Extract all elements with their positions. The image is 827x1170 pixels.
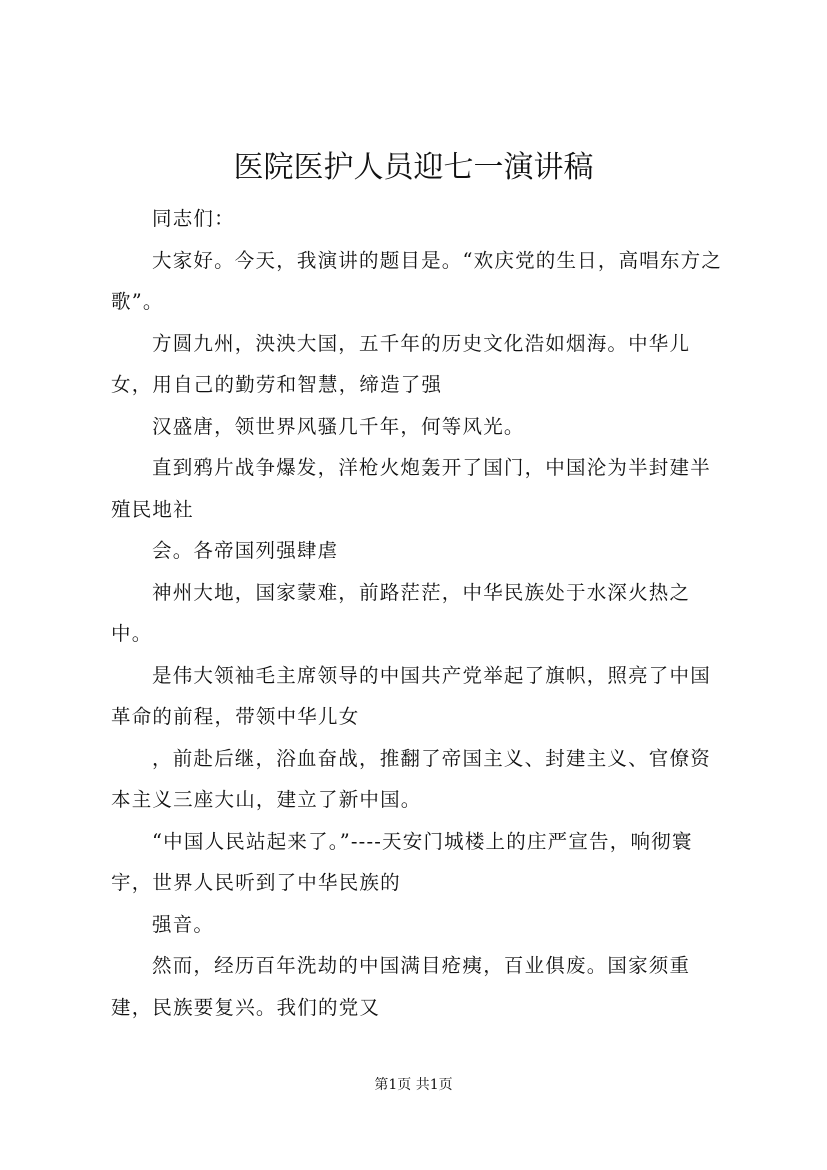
document-title: 医院医护人员迎七一演讲稿 <box>233 150 594 185</box>
paragraph: 汉盛唐，领世界风骚几千年，何等风光。 <box>152 414 525 438</box>
paragraph: 是伟大领袖毛主席领导的中国共产党举起了旗帜，照亮了中国革命的前程，带领中华儿女 <box>111 663 711 728</box>
paragraph-greeting: 同志们： <box>152 207 235 230</box>
paragraph: 然而，经历百年洗劫的中国满目疮痍，百业俱废。国家须重建，民族要复兴。我们的党又 <box>111 954 691 1019</box>
document-body <box>111 198 723 1028</box>
paragraph: 直到鸦片战争爆发，洋枪火炮轰开了国门，中国沦为半封建半殖民地社 <box>111 456 711 521</box>
paragraph: ，前赴后继，浴血奋战，推翻了帝国主义、封建主义、官僚资本主义三座大山，建立了新中国。 <box>111 746 711 811</box>
paragraph: 大家好。今天，我演讲的题目是。“欢庆党的生日，高唱东方之歌”。 <box>111 248 723 313</box>
paragraph: 强音。 <box>152 912 215 936</box>
page-footer: 第1页 共1页 <box>374 1077 453 1093</box>
paragraph: 方圆九州，泱泱大国，五千年的历史文化浩如烟海。中华儿女，用自己的勤劳和智慧，缔造了强 <box>111 331 691 396</box>
paragraph: 会。各帝国列强肆虐 <box>152 539 339 562</box>
paragraph: 神州大地，国家蒙难，前路茫茫，中华民族处于水深火热之中。 <box>111 580 691 645</box>
paragraph: “中国人民站起来了。”----天安门城楼上的庄严宣告，响彻寰宇，世界人民听到了中华民族的 <box>111 829 693 894</box>
